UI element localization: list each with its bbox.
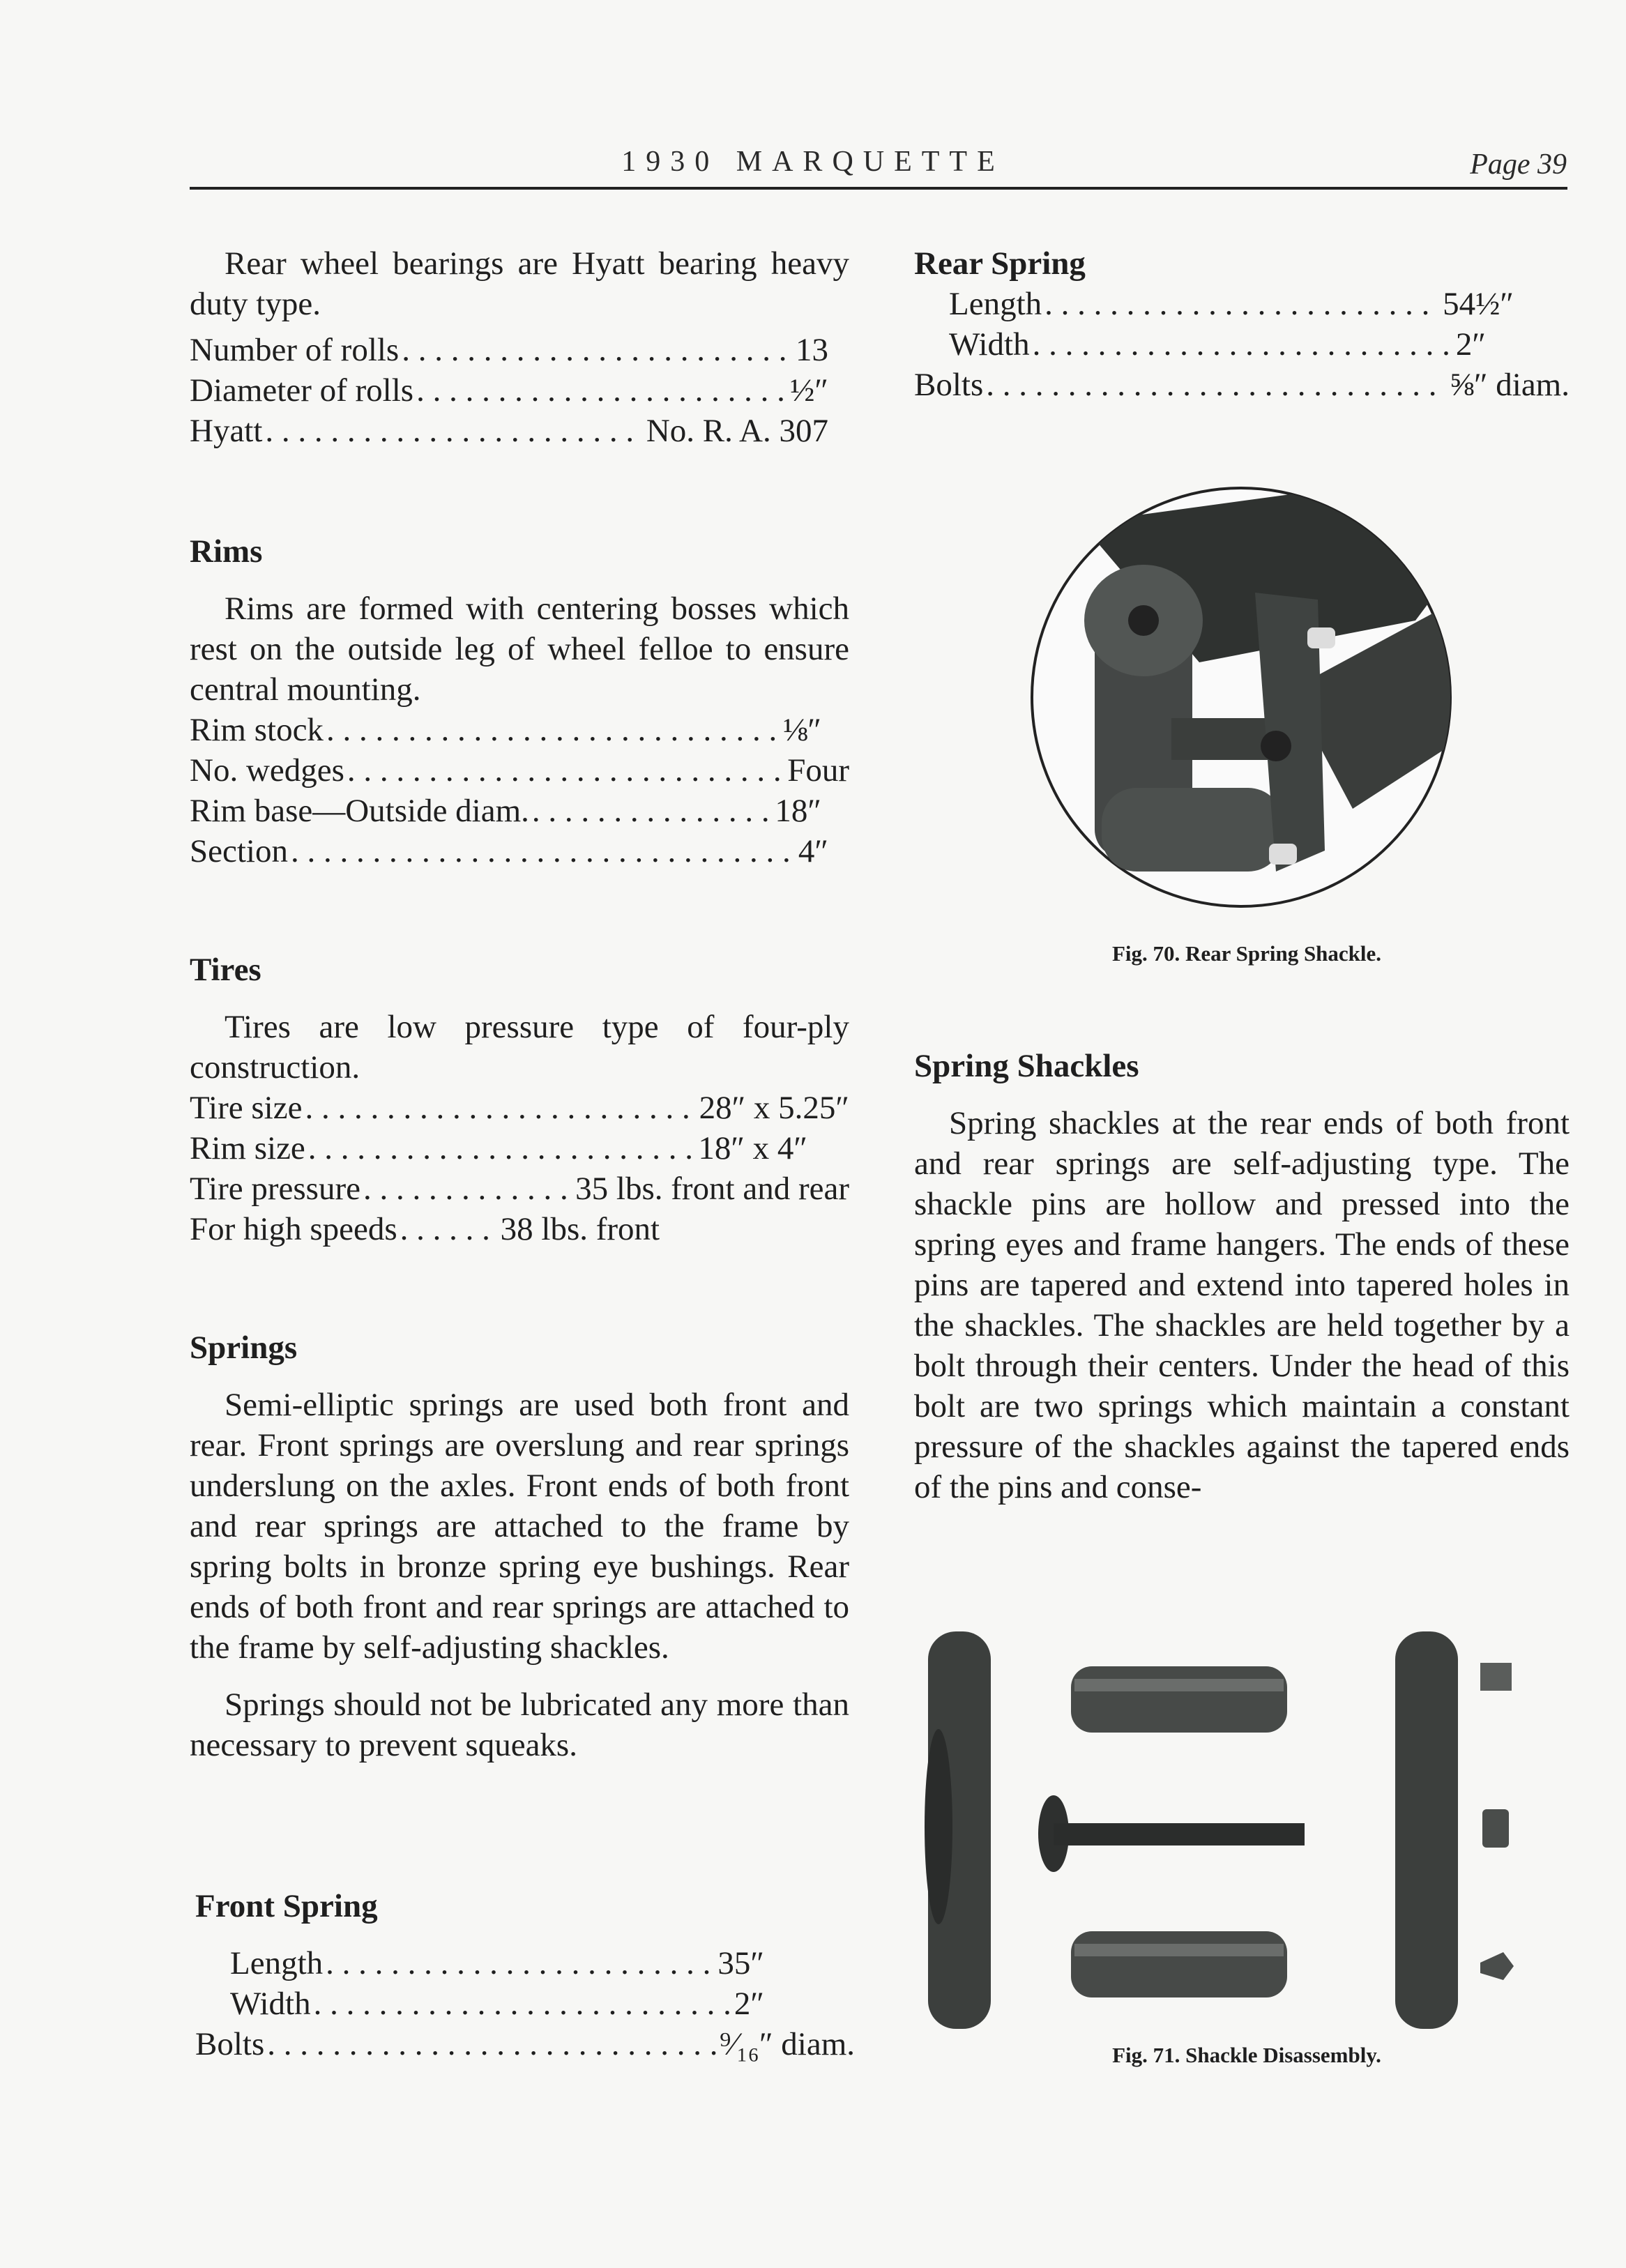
rims-section — [190, 531, 849, 872]
rear-spring-shackle-photo — [1025, 481, 1457, 913]
spec-value: No. R. A. 307 — [646, 413, 828, 449]
springs-lubrication-note: Springs should not be lubricated any more than necessary to prevent squeaks. — [190, 1687, 849, 1763]
spec-row — [190, 1209, 849, 1249]
spec-label: No. wedges — [190, 752, 344, 789]
spring-shackles-section — [914, 1046, 1570, 1507]
springs-heading: Springs — [190, 1330, 298, 1366]
fig71-caption: Fig. 71. Shackle Disassembly. — [1112, 2043, 1381, 2067]
spec-label: Length — [230, 1945, 324, 1981]
spec-label: Bolts — [914, 367, 984, 403]
spec-row — [914, 324, 1570, 365]
spec-row — [195, 1984, 855, 2024]
spec-row — [190, 710, 849, 750]
tires-heading: Tires — [190, 952, 261, 988]
spec-row — [190, 831, 849, 872]
spec-label: Width — [230, 1986, 311, 2022]
front-spring-section — [195, 1886, 855, 2064]
running-header-title: 1930 MARQUETTE — [621, 146, 1005, 178]
spec-value: 35″ — [717, 1945, 764, 1981]
springs-section — [190, 1327, 849, 1765]
spec-row — [190, 750, 849, 791]
spec-label: Bolts — [195, 2026, 265, 2062]
spring-shackles-heading: Spring Shackles — [914, 1048, 1139, 1084]
spec-label: Diameter of rolls — [190, 372, 414, 409]
spec-value: 2″ — [734, 1986, 764, 2022]
spec-value: 13 — [796, 332, 828, 368]
spec-value: 38 lbs. front — [500, 1211, 660, 1247]
header-rule — [190, 187, 1567, 190]
spec-label: Rim size — [190, 1130, 305, 1166]
spec-label: Rim stock — [190, 712, 324, 748]
spec-value: 18″ — [775, 793, 821, 829]
springs-text: Semi-elliptic springs are used both front and rear. Front springs are overslung and rear springs underslung on the axles. Front ends of both front and rear springs are attached to the frame by spring bolts in bronze spring eye bushings. Rear ends of both front and rear springs are attached to the frame by self-adjusting shackles. — [190, 1387, 849, 1666]
spec-label: Rim base—Outside diam. — [190, 793, 529, 829]
spec-label: For high speeds — [190, 1211, 397, 1247]
rear-spring-heading: Rear Spring — [914, 245, 1086, 282]
spec-value: Four — [787, 752, 849, 789]
front-spring-heading: Front Spring — [195, 1888, 378, 1924]
rear-spring-section — [914, 243, 1570, 405]
spec-value: 54½″ — [1443, 286, 1514, 322]
spec-row — [914, 365, 1570, 405]
spec-value: 28″ x 5.25″ — [699, 1090, 849, 1126]
spec-value: 35 lbs. front and rear — [575, 1171, 849, 1207]
spec-label: Tire size — [190, 1090, 303, 1126]
spec-row — [190, 1169, 849, 1209]
page-number: Page 39 — [1470, 149, 1567, 181]
bearings-section — [190, 243, 849, 451]
spec-value: 2″ — [1455, 326, 1486, 363]
spec-value: ⅛″ — [783, 712, 821, 748]
spec-value: ½″ — [790, 372, 828, 409]
spec-value: ⁹⁄₁₆″ diam. — [719, 2026, 855, 2062]
shackle-disassembly-photo — [914, 1624, 1570, 2036]
spec-row — [190, 411, 849, 451]
spec-value: 4″ — [798, 833, 828, 869]
bearings-intro: Rear wheel bearings are Hyatt bearing heavy duty type. — [190, 245, 849, 322]
fig70-caption: Fig. 70. Rear Spring Shackle. — [1111, 941, 1382, 966]
spec-row — [190, 791, 849, 831]
tires-text: Tires are low pressure type of four-ply construction. — [190, 1009, 849, 1086]
rims-heading: Rims — [190, 533, 263, 570]
spec-row — [195, 2024, 855, 2064]
spec-label: Section — [190, 833, 288, 869]
spring-shackles-text: Spring shackles at the rear ends of both front and rear springs are self-adjusting type. The shackle pins are hollow and pressed into the spring eyes and frame hangers. The ends of these pins are tapered and extend into tapered holes in the shackles. The shackles are held together by a bolt through their centers. Under the head of this bolt are two springs which maintain a constant pressure of the shackles against the tapered ends of the pins and conse- — [914, 1105, 1570, 1505]
rims-text: Rims are formed with centering bosses which rest on the outside leg of wheel felloe to ensure central mounting. — [190, 591, 849, 708]
spec-row — [190, 330, 849, 370]
spec-row — [190, 1128, 849, 1169]
spec-label: Hyatt — [190, 413, 263, 449]
spec-value: 18″ x 4″ — [698, 1130, 807, 1166]
spec-row — [914, 284, 1570, 324]
spec-label: Length — [949, 286, 1042, 322]
spec-label: Width — [949, 326, 1030, 363]
spec-row — [195, 1943, 855, 1984]
spec-label: Tire pressure — [190, 1171, 360, 1207]
spec-row — [190, 370, 849, 411]
spec-value: ⅝″ diam. — [1449, 367, 1570, 403]
spec-row — [190, 1088, 849, 1128]
spec-label: Number of rolls — [190, 332, 400, 368]
tires-section — [190, 950, 849, 1249]
